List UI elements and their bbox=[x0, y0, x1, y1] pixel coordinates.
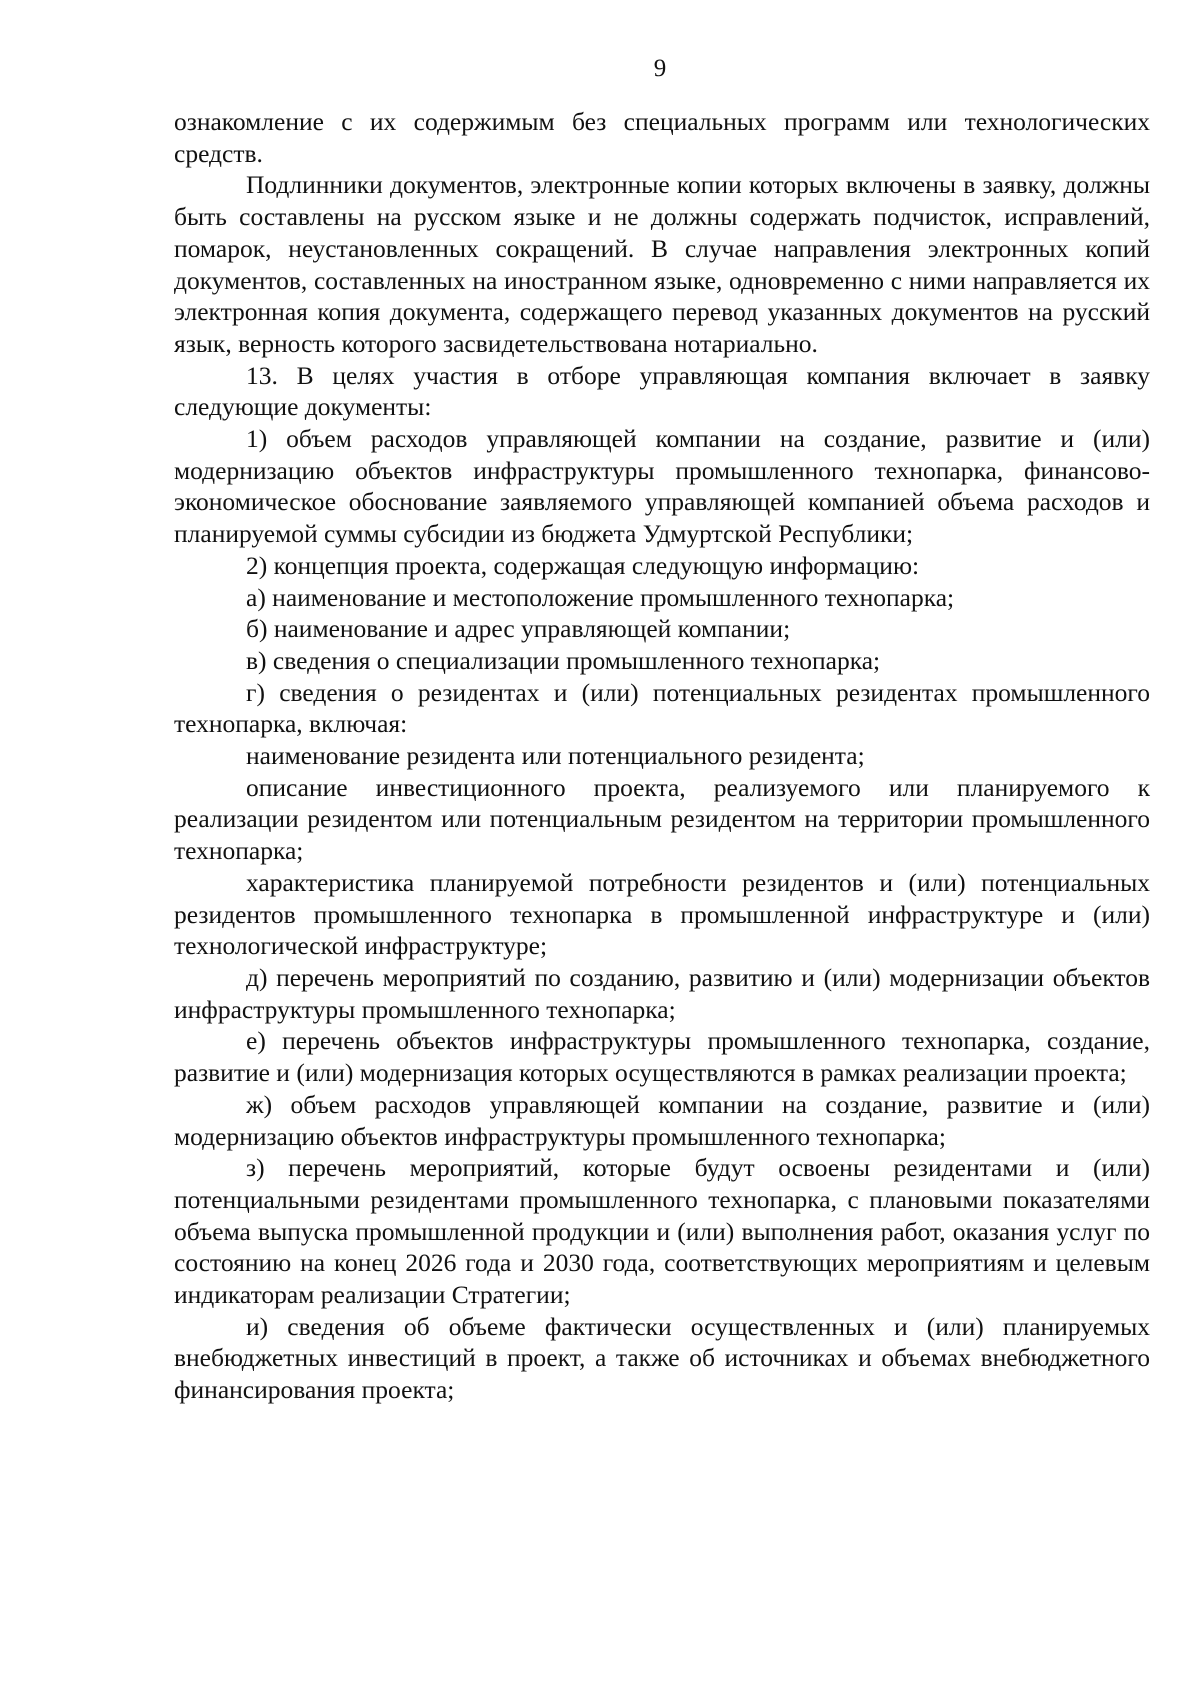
subitem-v-specialization: в) сведения о специализации промышленного технопарка; bbox=[246, 645, 881, 675]
subitem-g-residents: г) сведения о резидентах и (или) потенциальных резидентах промышленного технопарка, включая: bbox=[174, 677, 1150, 739]
subitem-b-company-address: б) наименование и адрес управляющей компании; bbox=[246, 614, 791, 644]
subitem-i-investments: и) сведения об объеме фактически осуществленных и (или) планируемых внебюджетных инвестиций в проект, а также об источниках и объемах внебюджетного финансирования проекта; bbox=[174, 1311, 1150, 1405]
subitem-zh-expenses-volume: ж) объем расходов управляющей компании на создание, развитие и (или) модернизацию объектов инфраструктуры промышленного технопарка; bbox=[174, 1089, 1150, 1151]
subitem-z-resident-measures: з) перечень мероприятий, которые будут освоены резидентами и (или) потенциальными резидентами промышленного технопарка, с плановыми показателями объема выпуска промышленной продукции и (или) выполнения работ, оказания услуг по состоянию на конец 2026 года и 2030 года, соответствующих мероприятиям и целевым индикаторам реализации Стратегии; bbox=[174, 1153, 1150, 1310]
paragraph-continuation: ознакомление с их содержимым без специальных программ или технологических средств. bbox=[174, 107, 1150, 168]
page-number: 9 bbox=[653, 55, 667, 82]
resident-name-line: наименование резидента или потенциального резидента; bbox=[246, 741, 865, 771]
subitem-a-name-location: а) наименование и местоположение промышленного технопарка; bbox=[246, 582, 955, 612]
subitem-e-objects-list: е) перечень объектов инфраструктуры промышленного технопарка, создание, развитие и (или) модернизация которых осуществляются в рамках реализации проекта; bbox=[174, 1026, 1150, 1088]
infrastructure-need-characteristic: характеристика планируемой потребности резидентов и (или) потенциальных резидентов промышленного технопарка в промышленной инфраструктуре и (или) технологической инфраструктуре; bbox=[174, 867, 1150, 961]
paragraph-clause-13: 13. В целях участия в отборе управляющая компания включает в заявку следующие документы: bbox=[174, 360, 1150, 422]
paragraph-originals-requirements: Подлинники документов, электронные копии которых включены в заявку, должны быть составлены на русском языке и не должны содержать подчисток, исправлений, помарок, неустановленных сокращений. В случае направления электронных копий документов, составленных на иностранном языке, одновременно с ними направляется их электронная копия документа, содержащего перевод указанных документов на русский язык, верность которого засвидетельствована нотариально. bbox=[174, 170, 1150, 358]
subitem-d-measures-list: д) перечень мероприятий по созданию, развитию и (или) модернизации объектов инфраструктуры промышленного технопарка; bbox=[174, 962, 1150, 1024]
list-item-1-expenses: 1) объем расходов управляющей компании на создание, развитие и (или) модернизацию объектов инфраструктуры промышленного технопарка, финансово-экономическое обоснование заявляемого управляющей компанией объема расходов и планируемой суммы субсидии из бюджета Удмуртской Республики; bbox=[174, 424, 1150, 549]
list-item-2-concept: 2) концепция проекта, содержащая следующую информацию: bbox=[246, 550, 920, 580]
investment-project-description: описание инвестиционного проекта, реализуемого или планируемого к реализации резидентом или потенциальным резидентом на территории промышленного технопарка; bbox=[174, 772, 1150, 866]
document-body bbox=[174, 106, 1150, 1406]
